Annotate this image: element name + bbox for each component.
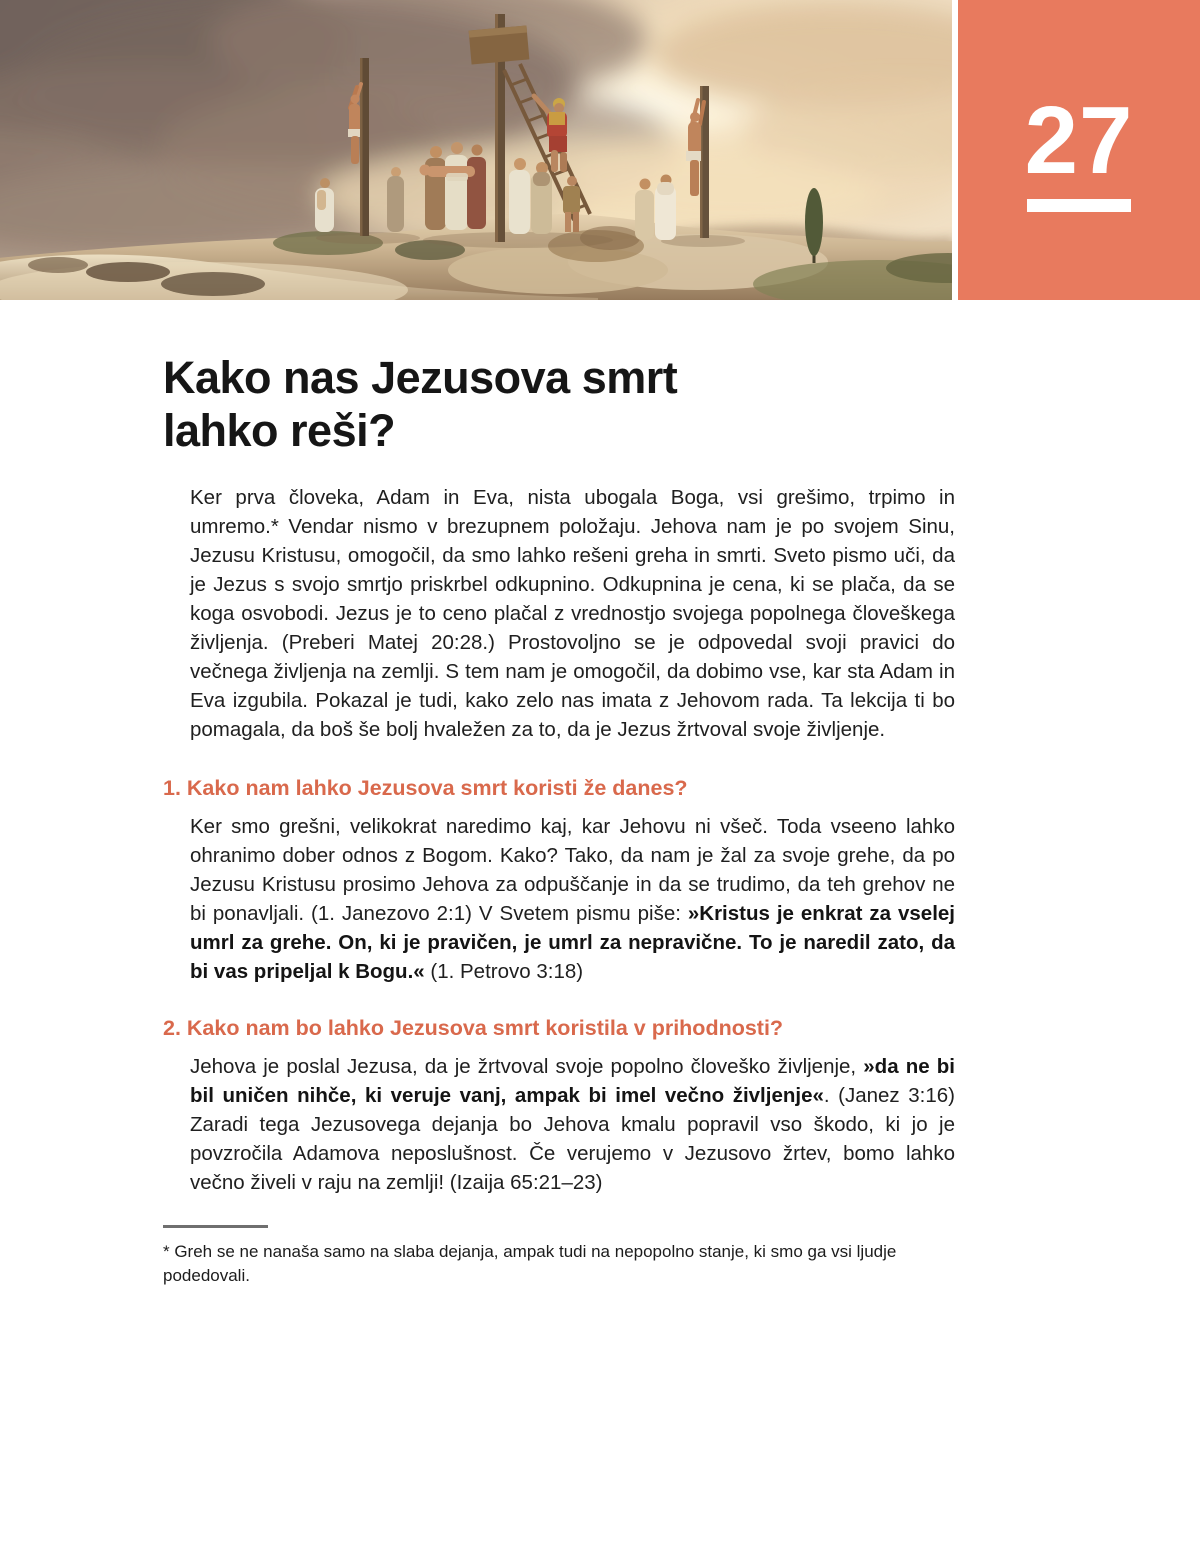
page-title-line-2: lahko reši? <box>163 404 396 456</box>
header-image <box>0 0 952 300</box>
question-1-heading: 1. Kako nam lahko Jezusova smrt koristi že danes? <box>163 776 688 801</box>
footnote-text: * Greh se ne nanaša samo na slaba dejanja, ampak tudi na nepopolno stanje, ki smo ga vsi ljudje podedovali. <box>163 1242 897 1285</box>
page-title <box>163 352 955 457</box>
question-2-heading: 2. Kako nam bo lahko Jezusova smrt koristila v prihodnosti? <box>163 1016 784 1041</box>
section-1-paragraph: Ker smo grešni, velikokrat naredimo kaj, kar Jehovu ni všeč. Toda vseeno lahko ohranimo dober odnos z Bogom. Kako? Tako, da nam je žal za svoje grehe, da po Jezusu Kristusu prosimo Jehova za odpuščanje in da se trudimo, da teh grehov ne bi ponavljali. (1. Janezovo 2:1) V Svetem pismu piše: »Kristus je enkrat za vselej umrl za grehe. On, ki je pravičen, je umrl za nepravične. To je naredil zato, da bi vas pripeljal k Bogu.« (1. Petrovo 3:18) <box>190 815 955 984</box>
page-header <box>0 0 1200 300</box>
intro-paragraph: Ker prva človeka, Adam in Eva, nista ubogala Boga, vsi grešimo, trpimo in umremo.* Vendar nismo v brezupnem položaju. Jehova nam je po svojem Sinu, Jezusu Kristusu, omogočil, da smo lahko rešeni greha in smrti. Sveto pismo uči, da je Jezus s svojo smrtjo priskrbel odkupnino. Odkupnina je cena, ki se plača, da se koga osvobodi. Jezus je to ceno plačal z vrednostjo svojega popolnega človeškega življenja. (Preberi Matej 20:28.) Prostovoljno se je odpovedal svoji pravici do večnega življenja na zemlji. S tem nam je omogočil, da dobimo vse, kar sta Adam in Eva izgubila. Pokazal je tudi, kako zelo nas imata z Jehovom rada. Ta lekcija ti bo pomagala, da boš še bolj hvaležen za to, da je Jezus žrtvoval svoje življenje. <box>190 486 955 742</box>
footnote-area <box>163 1225 955 1287</box>
crucifixion-scene-illustration <box>0 0 952 300</box>
lesson-content <box>0 352 1200 1287</box>
page-title-line-1: Kako nas Jezusova smrt <box>163 352 678 403</box>
section-2-paragraph: Jehova je poslal Jezusa, da je žrtvoval svoje popolno človeško življenje, »da ne bi bil uničen nihče, ki veruje vanj, ampak bi imel večno življenje«. (Janez 3:16) Zaradi tega Jezusovega dejanja bo Jehova kmalu popravil vso škodo, ki jo je povzročila Adamova neposlušnost. Če verujemo v Jezusovo žrtev, bomo lahko večno živeli v raju na zemlji! (Izaija 65:21–23) <box>190 1055 955 1195</box>
lesson-number-underline <box>1027 199 1131 212</box>
section-2 <box>163 1014 955 1197</box>
footnote-divider <box>163 1225 268 1228</box>
section-1 <box>163 774 955 986</box>
lesson-number-badge <box>958 0 1200 300</box>
lesson-number: 27 <box>1024 86 1134 194</box>
